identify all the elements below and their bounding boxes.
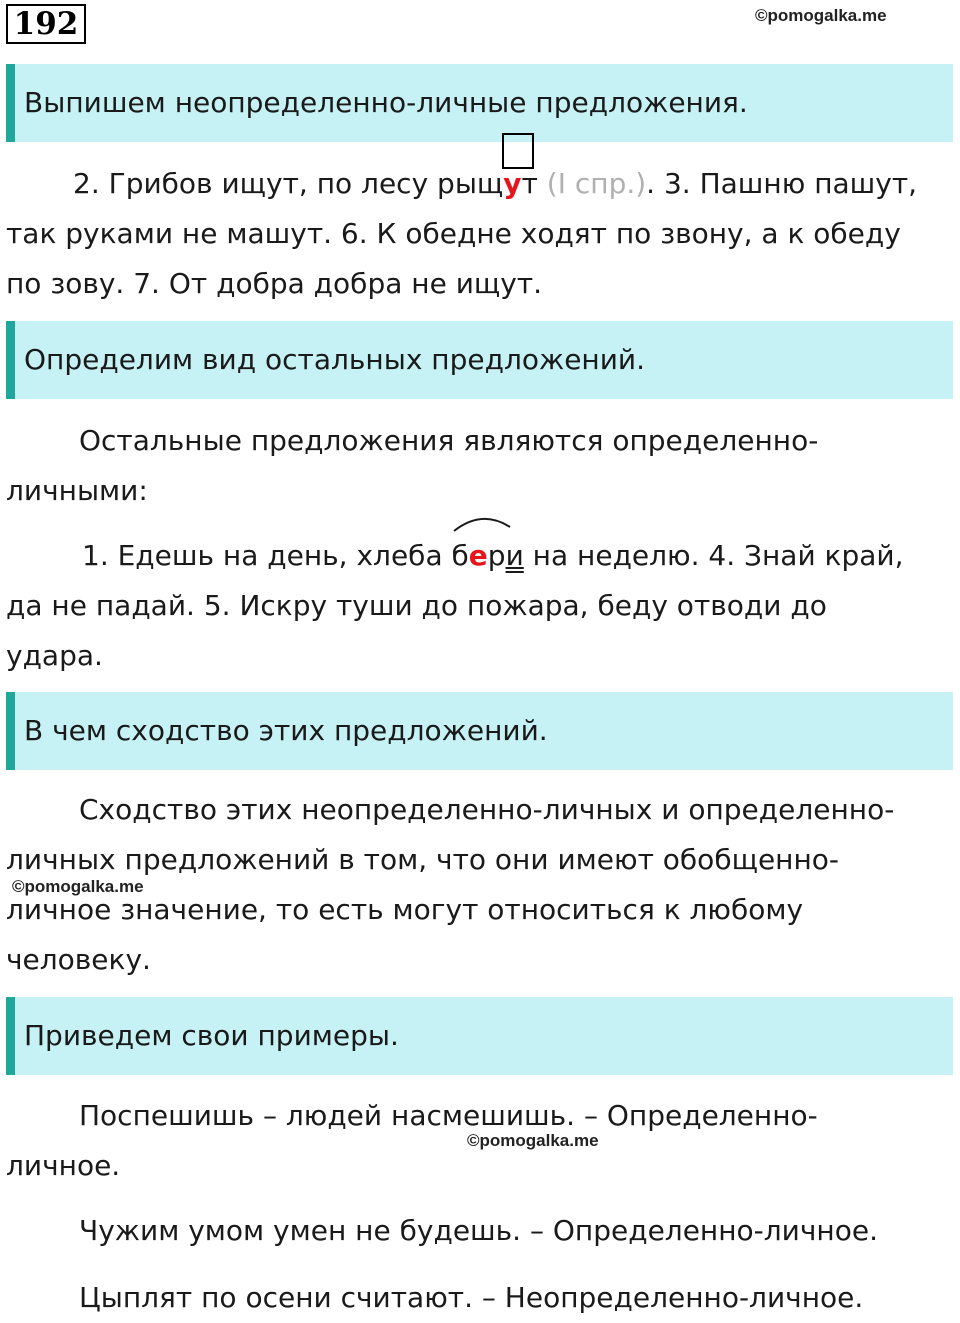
exercise-number: 192 <box>6 4 86 44</box>
highlighted-ending: у <box>503 167 522 200</box>
word-with-root-mark: бери <box>452 531 524 581</box>
suffix-underlined: и <box>505 539 524 572</box>
ending-box: ут <box>503 159 538 209</box>
section-title-2: Определим вид остальных предложений. <box>6 321 953 399</box>
paragraph-similarity <box>6 785 950 985</box>
section-title-4: Приведем свои примеры. <box>6 997 953 1075</box>
text-line: удара. <box>6 639 103 672</box>
text-line: личное. <box>6 1149 121 1182</box>
watermark-top: ©pomogalka.me <box>755 6 887 25</box>
text-line: личных предложений в том, что они имеют обобщенно- <box>6 843 840 876</box>
paragraph-definite-intro <box>6 416 950 516</box>
watermark-middle: ©pomogalka.me <box>12 877 144 896</box>
text: 2. Грибов ищут, по лесу рыщ <box>73 167 504 200</box>
highlighted-vowel: е <box>468 539 488 572</box>
watermark-bottom: ©pomogalka.me <box>467 1131 599 1150</box>
text: 1. Едешь на день, хлеба <box>82 539 452 572</box>
text-line: личными: <box>6 474 148 507</box>
paragraph-indefinite-personal <box>6 159 950 309</box>
example-3 <box>6 1273 950 1323</box>
example-2 <box>6 1206 950 1256</box>
text-line: по зову. 7. От добра добра не ищут. <box>6 267 543 300</box>
text-line: личное значение, то есть могут относиться к любому <box>6 893 804 926</box>
text: Чужим умом умен не будешь. – Определенно-личное. <box>79 1214 878 1247</box>
paragraph-definite-examples <box>6 531 950 681</box>
conjugation-note: (I спр.) <box>546 167 647 200</box>
text: Остальные предложения являются определенно- <box>79 424 819 457</box>
text-line: да не падай. 5. Искру туши до пожара, беду отводи до <box>6 589 827 622</box>
text-line: человеку. <box>6 943 151 976</box>
text: . 3. Пашню пашут, <box>646 167 918 200</box>
root-arc-mark <box>452 513 512 533</box>
text: Сходство этих неопределенно-личных и определенно- <box>79 793 895 826</box>
section-title-3: В чем сходство этих предложений. <box>6 692 953 770</box>
text: Поспешишь – людей насмешишь. – Определенно- <box>79 1099 818 1132</box>
text: Цыплят по осени считают. – Неопределенно-личное. <box>79 1281 864 1314</box>
text-line: так руками не машут. 6. К обедне ходят по звону, а к обеду <box>6 217 901 250</box>
section-title-1: Выпишем неопределенно-личные предложения. <box>6 64 953 142</box>
text: на неделю. 4. Знай край, <box>523 539 904 572</box>
